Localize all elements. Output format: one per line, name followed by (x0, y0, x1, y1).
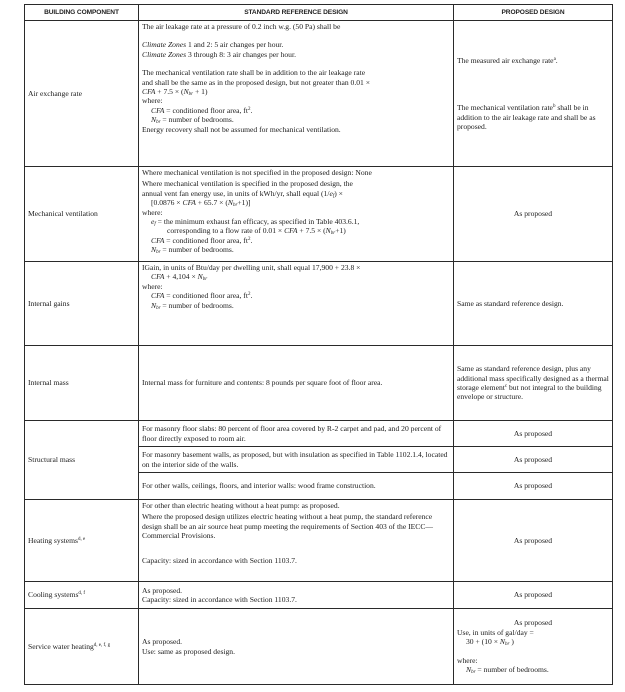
text-span: The measured air exchange rate (457, 55, 554, 65)
proposed-structural-mass-other-walls: As proposed (454, 473, 613, 500)
text-span (457, 647, 609, 656)
subscript-text: br (471, 670, 476, 676)
text-span: N (325, 226, 331, 236)
row-service-water-heating (25, 609, 613, 685)
text-span: shall be in addition to the air leakage rate and shall be as proposed. (457, 103, 596, 131)
text-span: As proposed (513, 618, 553, 628)
text-span: Same as standard reference design, plus any additional mass specifically designed as a thermal storage element (457, 364, 609, 392)
text-span: = number of bedrooms. (160, 300, 234, 310)
text-span: Use, in units of gal/day = (457, 627, 534, 637)
text-span: CFA (284, 226, 298, 236)
text-span (142, 217, 450, 226)
text-span: Where mechanical ventilation is specified in the proposed design, the (142, 179, 353, 189)
std-structural-mass-floor-slabs: For masonry floor slabs: 80 percent of floor area covered by R-2 carpet and pad, and 20 percent of floor directly exposed to room air. (139, 421, 454, 447)
component-internal-mass: Internal mass (25, 346, 139, 421)
text-span (457, 56, 609, 65)
row-heating-systems (25, 500, 613, 582)
text-span (142, 198, 450, 207)
text-span (457, 637, 609, 646)
text-span: . (250, 105, 253, 115)
text-span: CFA (151, 105, 165, 115)
component-air-exchange-rate: Air exchange rate (25, 21, 139, 167)
text-span: The mechanical ventilation rate (457, 103, 553, 113)
text-span: As proposed. (142, 637, 183, 647)
proposed-air-exchange-rate (454, 21, 613, 167)
text-span: ) × (334, 188, 343, 198)
std-structural-mass-other-walls: For other walls, ceilings, floors, and interior walls: wood frame construction. (139, 473, 454, 500)
text-span: CFA (151, 291, 165, 301)
text-span: N (197, 272, 203, 282)
std-internal-gains (139, 262, 454, 346)
text-span (142, 291, 450, 300)
text-span: corresponding to a flow rate of 0.01 × (167, 226, 285, 236)
text-span: IGain, in units of Btu/day per dwelling unit, shall equal 17,900 + 23.8 × (142, 263, 361, 272)
row-internal-gains (25, 262, 613, 346)
header-proposed-design: PROPOSED DESIGN (454, 5, 613, 21)
text-span: but not integral to the building envelope or structure. (457, 383, 602, 402)
text-span: = the minimum exhaust fan efficacy, as specified in Table 403.6.1, (155, 217, 360, 227)
text-span: and shall be the same as in the proposed design, but not greater than 0.01 × (142, 77, 371, 87)
component-mechanical-ventilation: Mechanical ventilation (25, 167, 139, 262)
text-span: where: (142, 207, 163, 217)
text-span: where: (142, 281, 163, 291)
superscript-text: 2 (247, 292, 251, 298)
text-span: 3 through 8: 3 air changes per hour. (186, 49, 296, 59)
text-span: . (250, 235, 253, 245)
std-heating-systems (139, 500, 454, 582)
text-span: N (183, 87, 189, 97)
subscript-text: br (504, 642, 510, 648)
text-span: where: (142, 96, 163, 106)
text-span: Capacity: sized in accordance with Section 1103.7. (142, 555, 297, 565)
row-air-exchange-rate (25, 21, 613, 167)
text-span: = number of bedrooms. (160, 245, 234, 255)
subscript-text: br (232, 203, 238, 209)
text-span: [0.0876 × (151, 198, 183, 208)
superscript-text: 2 (247, 236, 251, 242)
subscript-text: br (188, 92, 194, 98)
header-standard-reference-design: STANDARD REFERENCE DESIGN (139, 5, 454, 21)
component-heating-systems (25, 500, 139, 582)
text-span: Climate Zones (142, 49, 187, 59)
text-span (142, 301, 450, 310)
text-span: For other than electric heating without a heat pump: as proposed. (142, 501, 340, 510)
text-span: CFA (142, 87, 156, 97)
text-span: + 7.5 × ( (155, 87, 184, 97)
text-span (457, 65, 609, 103)
text-span: + 7.5 × ( (297, 226, 326, 236)
text-span: The air leakage rate at a pressure of 0.2 inch w.g. (50 Pa) shall be (142, 22, 341, 31)
std-service-water-heating (139, 609, 454, 685)
text-span: As proposed. (142, 585, 183, 595)
proposed-service-water-heating (454, 609, 613, 685)
superscript-text: a (553, 56, 556, 62)
text-span: 30 + (10 × (466, 637, 500, 647)
proposed-mechanical-ventilation: As proposed (454, 167, 613, 262)
row-internal-mass (25, 346, 613, 421)
component-service-water-heating (25, 609, 139, 685)
text-span: N (151, 245, 157, 255)
proposed-cooling-systems: As proposed (454, 582, 613, 609)
text-span: Service water heating (28, 641, 94, 651)
component-cooling-systems (25, 582, 139, 609)
text-span: . (250, 291, 253, 301)
superscript-text: c (504, 384, 508, 389)
standard-reference-design-table (24, 4, 613, 685)
text-span: The mechanical ventilation rate shall be in addition to the air leakage rate (142, 68, 366, 78)
text-span (142, 31, 450, 40)
std-internal-mass: Internal mass for furniture and contents: 8 pounds per square foot of floor area. (139, 346, 454, 421)
text-span: CFA (182, 198, 196, 208)
component-structural-mass: Structural mass (25, 421, 139, 500)
text-span: CFA (151, 272, 165, 282)
component-internal-gains: Internal gains (25, 262, 139, 346)
text-span (142, 50, 450, 59)
text-span (457, 103, 609, 131)
std-mechanical-ventilation (139, 167, 454, 262)
subscript-text: f (332, 193, 335, 199)
text-span (142, 115, 450, 124)
text-span: Use: same as proposed design. (142, 646, 236, 656)
text-span (142, 226, 450, 235)
text-span: Climate Zones (142, 40, 187, 50)
text-span: where: (457, 655, 478, 665)
std-air-exchange-rate (139, 21, 454, 167)
text-span: Energy recovery shall not be assumed for mechanical ventilation. (142, 124, 341, 134)
text-span (142, 272, 450, 281)
text-span: = conditioned floor area, ft (164, 105, 248, 115)
text-span: Capacity: sized in accordance with Section 1103.7. (142, 595, 297, 604)
text-span: annual vent fan energy use, in units of kWh/yr, shall equal (1/ (142, 188, 330, 198)
text-span: Where the proposed design utilizes electric heating without a heat pump, the standard reference design shall be an air source heat pump meeting the requirements of Section 403 of the IECC—Commercial Provisions. (142, 512, 434, 541)
text-span: 1 and 2: 5 air changes per hour. (186, 40, 284, 50)
text-span: N (227, 198, 233, 208)
subscript-text: f (154, 222, 156, 228)
text-span: Cooling systems (28, 590, 79, 600)
text-span (142, 541, 450, 556)
header-row (25, 5, 613, 21)
text-span: = conditioned floor area, ft (164, 291, 248, 301)
text-span (457, 665, 609, 674)
text-span: +1)] (237, 198, 251, 208)
subscript-text: br (156, 120, 161, 126)
text-span: + 4,104 × (164, 272, 198, 282)
proposed-structural-mass-floor-slabs: As proposed (454, 421, 613, 447)
header-building-component: BUILDING COMPONENT (25, 5, 139, 21)
text-span: N (151, 300, 157, 310)
text-span (142, 59, 450, 68)
text-span: e (151, 217, 155, 227)
proposed-structural-mass-basement-walls: As proposed (454, 447, 613, 473)
text-span (142, 40, 450, 49)
text-span: = conditioned floor area, ft (164, 235, 248, 245)
proposed-internal-mass (454, 346, 613, 421)
text-span (142, 87, 450, 96)
proposed-internal-gains: Same as standard reference design. (454, 262, 613, 346)
text-span (142, 189, 450, 198)
text-span: N (499, 637, 505, 647)
text-span (142, 245, 450, 254)
footnote-ref: d, e (78, 536, 86, 542)
text-span: Where mechanical ventilation is not specified in the proposed design: None (142, 168, 372, 177)
std-cooling-systems (139, 582, 454, 609)
subscript-text: br (330, 231, 336, 237)
footnote-ref: d, e, f, g (93, 642, 111, 648)
std-structural-mass-basement-walls: For masonry basement walls, as proposed, but with insulation as specified in Table 1102.1.4, located on the interior side of the walls. (139, 447, 454, 473)
text-span (142, 106, 450, 115)
text-span (142, 236, 450, 245)
subscript-text: br (156, 305, 161, 311)
text-span: +1) (335, 226, 346, 236)
text-span: + 1) (193, 87, 208, 97)
footnote-ref: d, f (78, 591, 86, 597)
subscript-text: br (202, 277, 208, 283)
text-span: N (151, 115, 157, 125)
row-structural-mass-1 (25, 421, 613, 447)
row-cooling-systems (25, 582, 613, 609)
text-span: + 65.7 × ( (195, 198, 228, 208)
text-span: Heating systems (28, 535, 78, 545)
proposed-heating-systems: As proposed (454, 500, 613, 582)
text-span: = number of bedrooms. (475, 665, 549, 675)
text-span: CFA (151, 235, 165, 245)
text-span: . (555, 55, 558, 65)
text-span: ) (509, 637, 514, 647)
superscript-text: 2 (247, 106, 251, 112)
text-span: e (329, 188, 333, 198)
text-span: = number of bedrooms. (160, 115, 234, 125)
row-mechanical-ventilation (25, 167, 613, 262)
subscript-text: br (156, 250, 161, 256)
text-span: N (466, 665, 472, 675)
superscript-text: b (552, 104, 556, 110)
